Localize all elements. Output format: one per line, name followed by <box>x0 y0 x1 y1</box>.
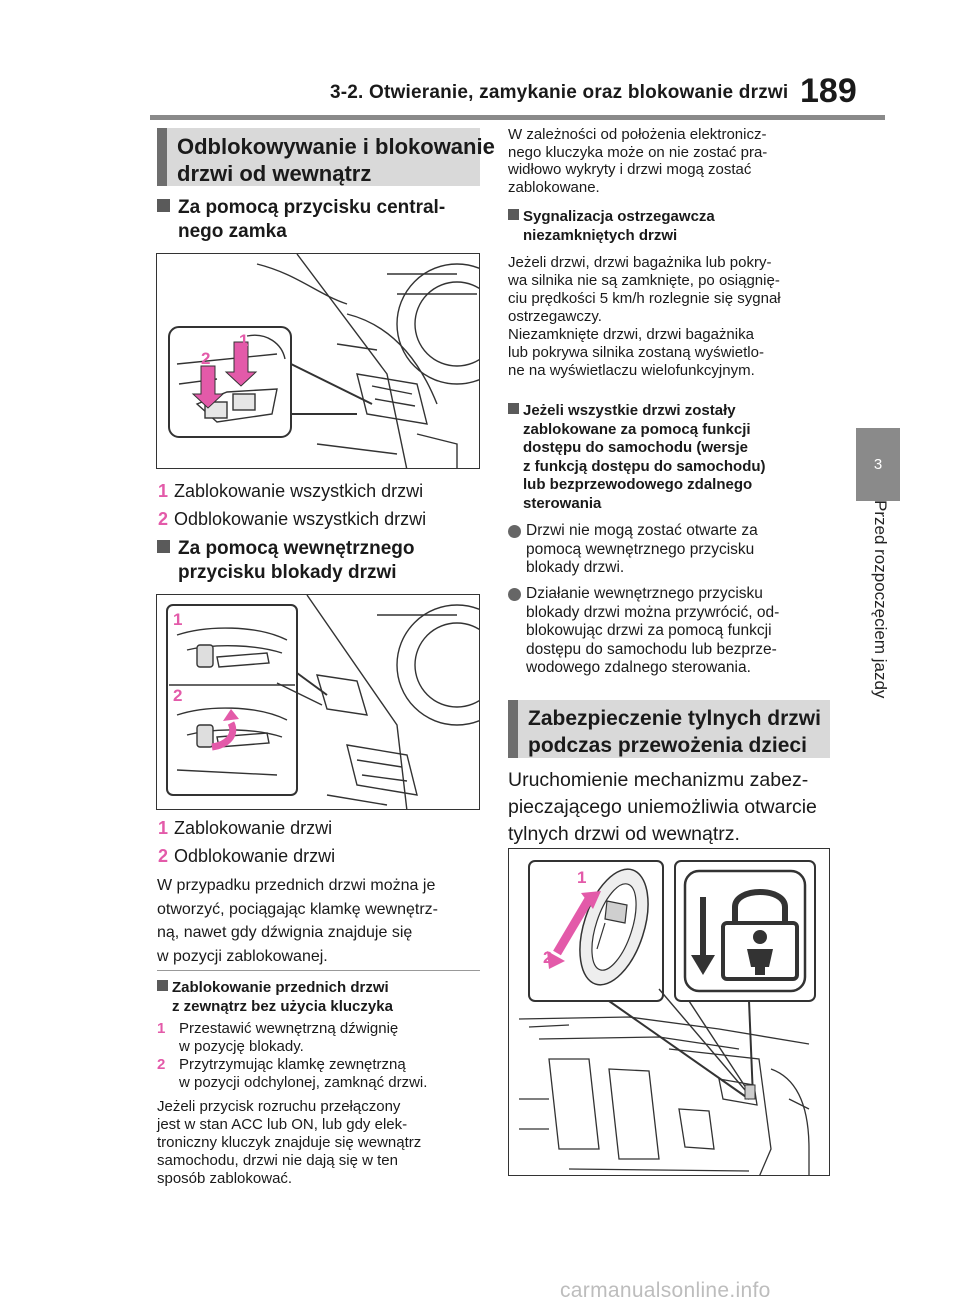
callout-2: 2 <box>201 349 211 368</box>
square-bullet-icon <box>157 980 168 991</box>
running-header: 3-2. Otwieranie, zamykanie oraz blokowanie drzwi <box>330 82 789 103</box>
list-item: 2 Odblokowanie drzwi <box>158 846 336 866</box>
paragraph-acc-note: Jeżeli przycisk rozruchu przełączony jest w stan ACC lub ON, lub gdy elek- troniczny kluczyk znajduje się wewnątrz samochodu, drzwi nie dają się w ten sposób zablokować. <box>157 1098 422 1187</box>
circle-bullet-icon <box>508 525 521 538</box>
figure-inner-door-lock <box>156 594 480 810</box>
inner-lock-illustration <box>157 595 480 810</box>
header-rule <box>150 115 885 120</box>
child-lock-illustration <box>509 849 830 1176</box>
section-title-line: podczas przewożenia dzieci <box>528 734 807 757</box>
step-item: 1 Przestawić wewnętrzną dźwignię <box>157 1020 399 1037</box>
callout-1: 1 <box>239 331 249 350</box>
chapter-label: Przed rozpoczęciem jazdy <box>871 500 890 699</box>
central-lock-illustration <box>157 254 480 469</box>
paragraph-front-doors: W przypadku przednich drzwi można je otworzyć, pociągając klamkę wewnętrz- ną, nawet gdy dźwignia znajduje się w pozycji zablokowanej. <box>157 877 438 965</box>
square-bullet-icon <box>157 540 170 553</box>
circle-bullet-icon <box>508 588 521 601</box>
square-bullet-icon <box>508 209 519 220</box>
callout-2: 2 <box>173 686 183 705</box>
divider <box>157 970 480 971</box>
subheading-central-lock: Za pomocą przycisku central- nego zamka <box>157 196 445 244</box>
square-bullet-icon <box>157 199 170 212</box>
list-item: 1 Zablokowanie drzwi <box>158 818 333 838</box>
section-title-line: drzwi od wewnątrz <box>177 161 372 186</box>
bullet-item: Działanie wewnętrznego przycisku blokady drzwi można przywrócić, od- blokowując drzwi za pomocą funkcji dostępu do samochodu lub bezprze- wodowego zdalnego sterowania. <box>526 585 779 678</box>
section-title-interior-locking <box>157 128 495 186</box>
paragraph-door-warning: Jeżeli drzwi, drzwi bagażnika lub pokry- wa silnika nie są zamknięte, po osiągnię- ciu prędkości 5 km/h rozlegnie się sygnał ostrzegawczy. Niezamknięte drzwi, drzwi bagażnika lub pokrywa silnika zostaną wyświetlo- ne na wyświetlaczu wielofunkcyjnym. <box>508 254 781 379</box>
bullet-item: Drzwi nie mogą zostać otwarte za pomocą wewnętrznego przycisku blokady drzwi. <box>526 522 758 578</box>
watermark: carmanualsonline.info <box>560 1279 771 1302</box>
page-number: 189 <box>800 72 857 110</box>
paragraph-key-position: W zależności od położenia elektronicz- nego kluczyka może on nie zostać pra- widłowo wykryty i drzwi mogą zostać zablokowane. <box>508 126 768 196</box>
section-title-line: Zabezpieczenie tylnych drzwi <box>528 707 821 730</box>
subheading-all-doors-locked: Jeżeli wszystkie drzwi zostały zablokowane za pomocą funkcji dostępu do samochodu (wersje z funkcją dostępu do samochodu) lub bezprzewodowego zdalnego sterowania <box>508 402 766 513</box>
paragraph-child-protector: Uruchomienie mechanizmu zabez- pieczającego uniemożliwia otwarcie tylnych drzwi od wewnątrz. <box>508 769 817 845</box>
step-item: 2 Przytrzymując klamkę zewnętrzną <box>157 1056 406 1073</box>
figure-child-safety-lock <box>508 848 830 1176</box>
callout-1: 1 <box>577 868 587 887</box>
section-title-line: Odblokowywanie i blokowanie <box>177 134 495 159</box>
figure-central-lock-switch <box>156 253 480 469</box>
subheading-door-warning: Sygnalizacja ostrzegawcza niezamkniętych drzwi <box>508 207 715 245</box>
chapter-tab[interactable]: 3 <box>856 428 900 501</box>
callout-2: 2 <box>543 948 553 967</box>
step-list: 1 Przestawić wewnętrzną dźwignię w pozycję blokady. 2 Przytrzymując klamkę zewnętrzną w pozycji odchylonej, zamknąć drzwi. <box>157 1020 428 1091</box>
square-bullet-icon <box>508 403 519 414</box>
subheading-lock-without-key: Zablokowanie przednich drzwi z zewnątrz bez użycia kluczyka <box>157 978 393 1016</box>
list-item: 1 Zablokowanie wszystkich drzwi <box>158 481 424 501</box>
list-item: 2 Odblokowanie wszystkich drzwi <box>158 509 427 529</box>
section-title-child-protector <box>508 700 830 758</box>
callout-1: 1 <box>173 610 183 629</box>
subheading-door-lock-button: Za pomocą wewnętrznego przycisku blokady drzwi <box>157 537 414 585</box>
